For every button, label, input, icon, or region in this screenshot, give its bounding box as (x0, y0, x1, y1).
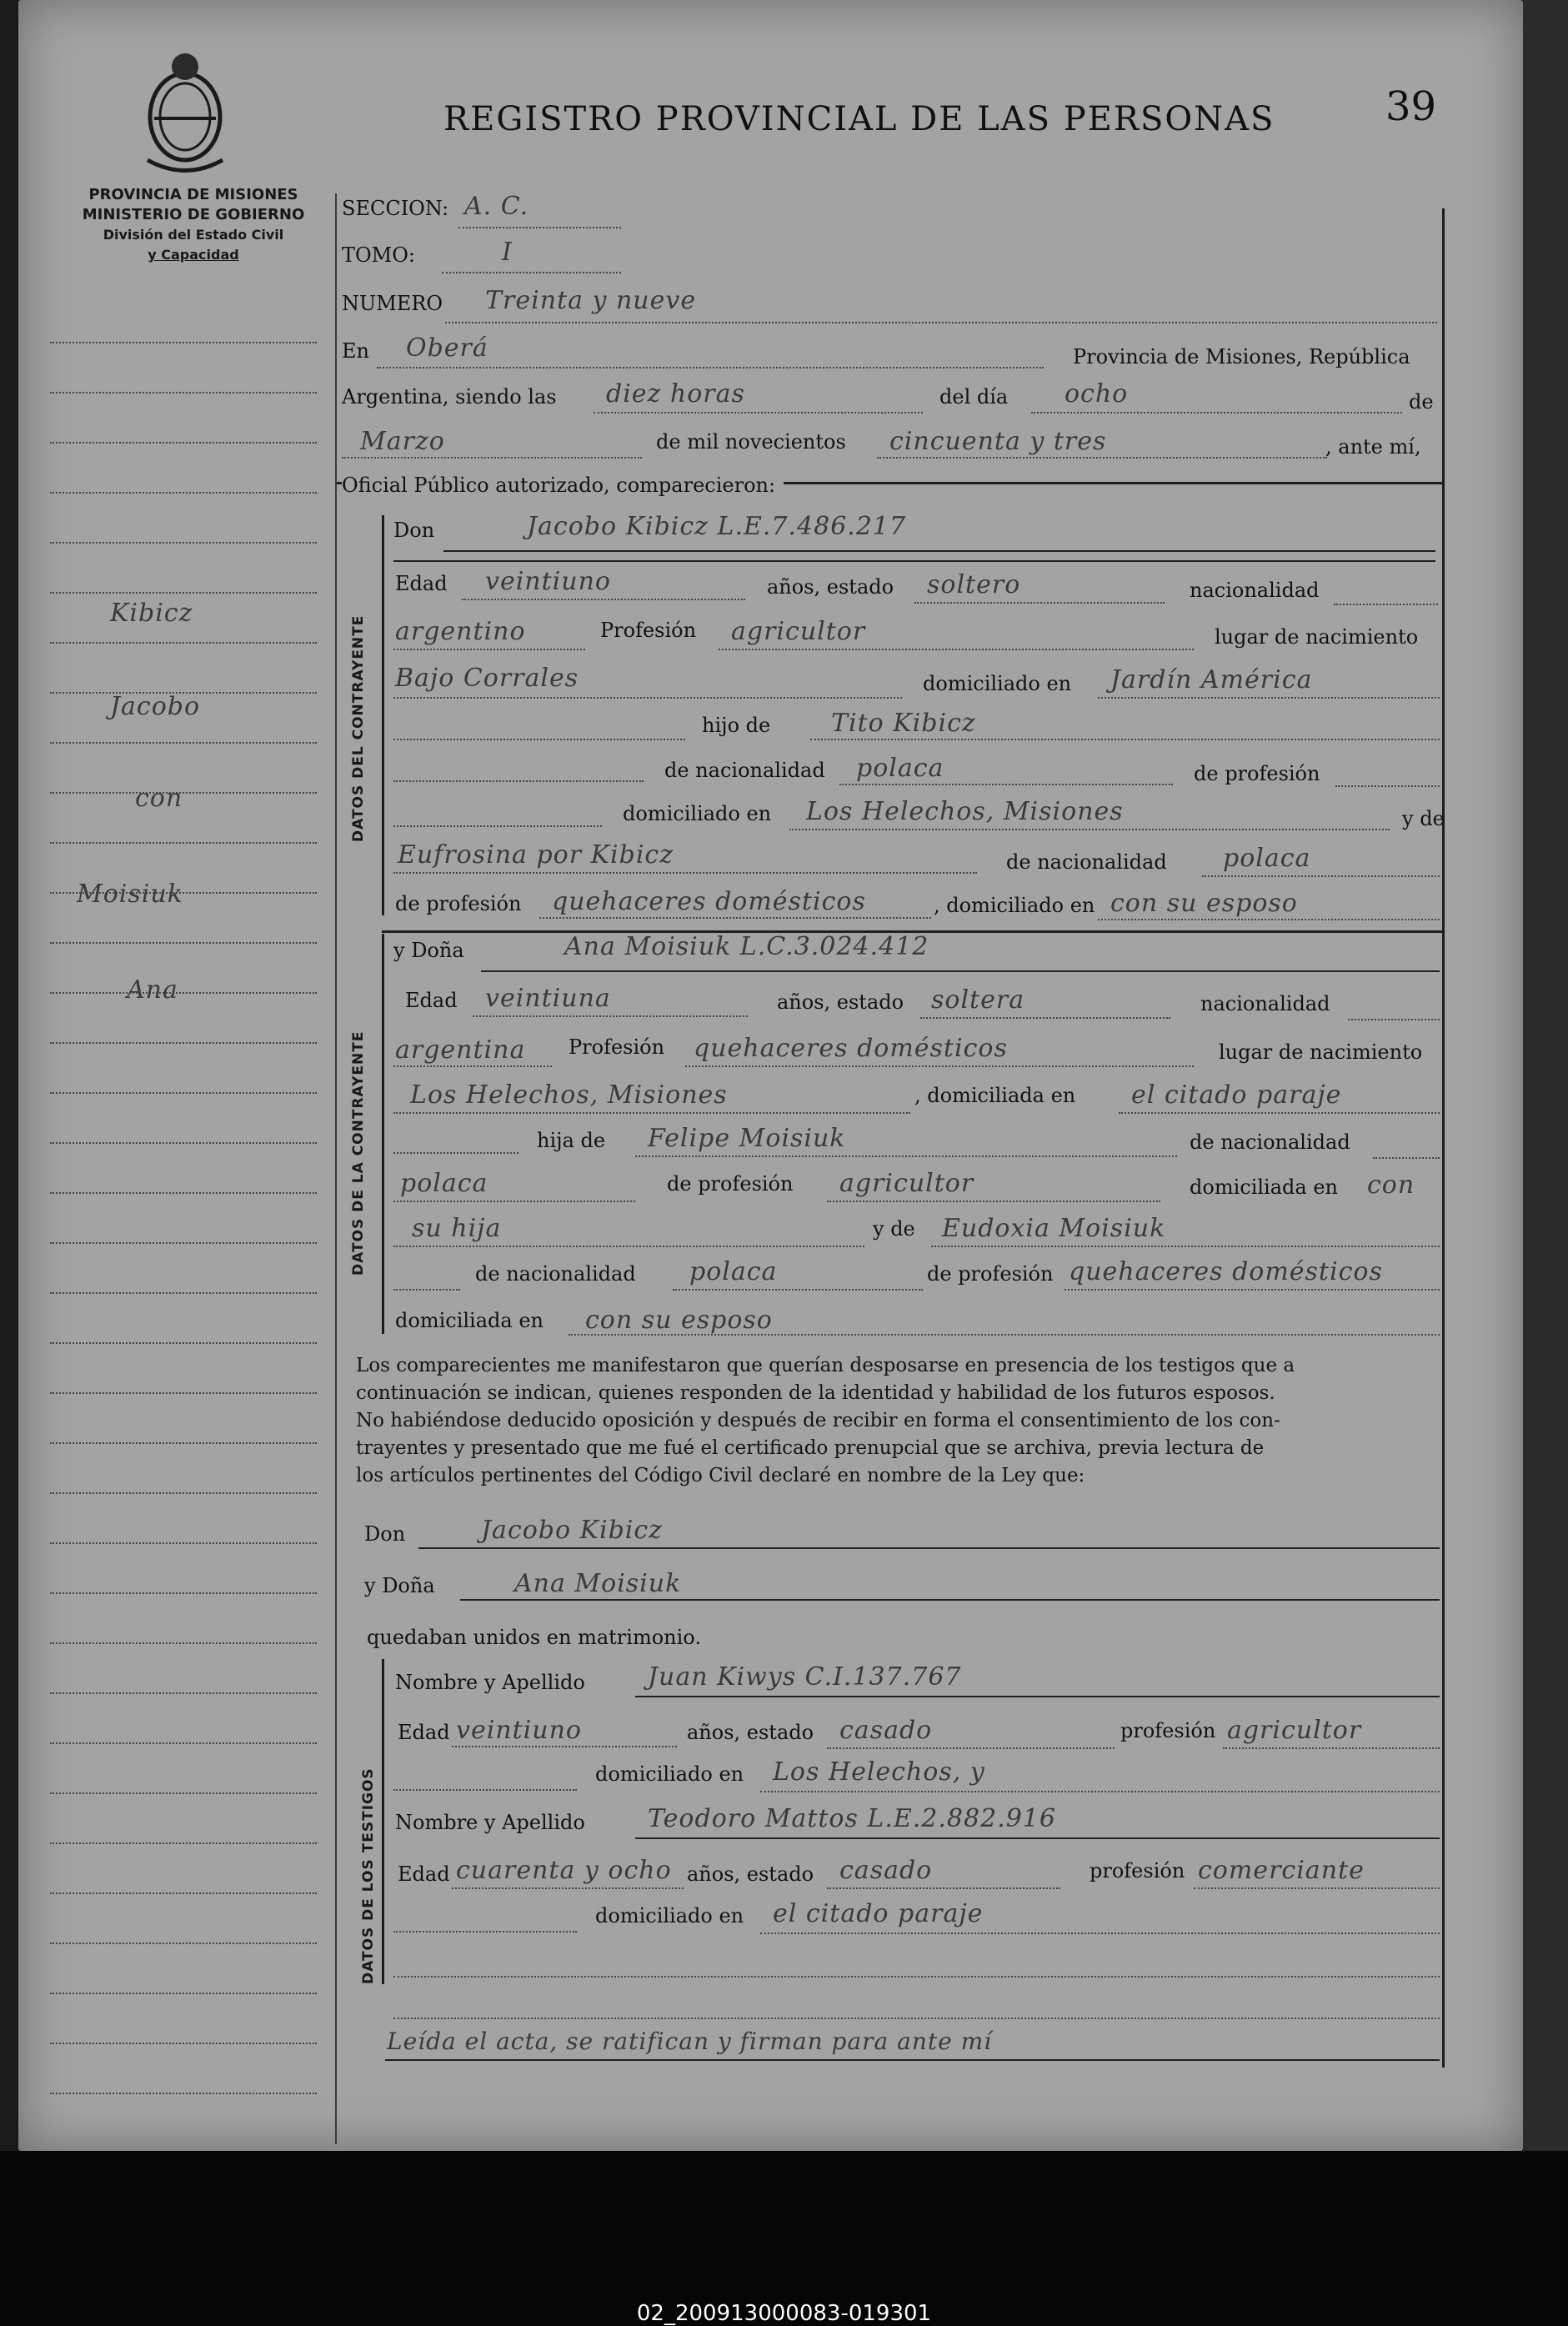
padre-dom-label: domiciliada en (1190, 1176, 1338, 1199)
field-line (342, 457, 642, 459)
field-line (442, 272, 621, 273)
padre-dom-label: domiciliado en (623, 802, 772, 825)
field-line (418, 1547, 1440, 1549)
margin-rule (50, 1442, 317, 1444)
contrayenta-section-label: DATOS DE LA CONTRAYENTE (350, 1030, 367, 1276)
declaracion-text (356, 1352, 1448, 1490)
margin-rule (50, 542, 317, 544)
margin-rule (50, 442, 317, 444)
contrayente-padre-nac: polaca (856, 754, 944, 783)
contrayenta-padre-prof: agricultor (839, 1169, 974, 1198)
contrayente-padre-dom: Los Helechos, Misiones (806, 797, 1124, 826)
contrayente-section-label: DATOS DEL CONTRAYENTE (350, 614, 367, 842)
madre-dom-label: domiciliada en (395, 1309, 544, 1332)
field-line (393, 1246, 864, 1247)
decl-don-value: Jacobo Kibicz (481, 1516, 663, 1545)
provincia-text: Provincia de Misiones, República (1073, 345, 1410, 368)
closing-note: Leída el acta, se ratifican y firman para ante mí (387, 2028, 993, 2055)
section-border (382, 515, 384, 915)
t2-profesion-label: profesión (1090, 1859, 1185, 1882)
page-number: 39 (1385, 83, 1437, 130)
nacionalidad-label: nacionalidad (1200, 992, 1330, 1015)
hija-de-label: hija de (537, 1129, 606, 1152)
footer-id: 02_200913000083-019301 (636, 2301, 932, 2326)
margin-rule (50, 1242, 317, 1244)
field-line (445, 322, 1437, 323)
t1-profesion: agricultor (1227, 1716, 1362, 1745)
register-page (18, 0, 1523, 2151)
field-line (635, 1837, 1440, 1839)
de-nac-label: de nacionalidad (1190, 1130, 1350, 1154)
field-line (393, 872, 977, 874)
t1-edad: veintiuno (456, 1716, 582, 1745)
numero-label: NUMERO (342, 292, 443, 315)
anio-value: cincuenta y tres (889, 427, 1107, 456)
contrayenta-madre-prof: quehaceres domésticos (1069, 1257, 1383, 1286)
t2-estado: casado (839, 1856, 933, 1885)
contrayente-nombre: Jacobo Kibicz L.E.7.486.217 (527, 512, 907, 541)
margin-rule (50, 992, 317, 994)
domiciliado-label: domiciliado en (923, 672, 1072, 695)
field-line (827, 1747, 1115, 1749)
quedaban-text: quedaban unidos en matrimonio. (367, 1626, 701, 1649)
t2-nombre-label: Nombre y Apellido (395, 1811, 585, 1834)
field-line (393, 1931, 577, 1932)
margin-rule (50, 792, 317, 794)
tomo-label: TOMO: (342, 243, 416, 267)
margin-divider (335, 193, 337, 2144)
margin-note: Jacobo (110, 692, 201, 721)
field-line (635, 1696, 1440, 1697)
margin-rule (50, 1742, 317, 1744)
org-line-1: PROVINCIA DE MISIONES (88, 186, 298, 203)
field-line (443, 550, 1435, 552)
org-line-2: MINISTERIO DE GOBIERNO (82, 206, 305, 223)
field-line (1335, 785, 1440, 787)
field-line (393, 1152, 518, 1154)
margin-rule (50, 2093, 317, 2094)
madre-prof-label: de profesión (927, 1262, 1054, 1286)
contrayenta-madre-nac: polaca (689, 1257, 778, 1286)
field-line (377, 367, 1044, 368)
de-nac-label: de nacionalidad (664, 759, 825, 782)
field-line (1348, 1019, 1440, 1020)
decl-don-label: Don (364, 1522, 406, 1546)
field-line (931, 1246, 1440, 1247)
anio-text: de mil novecientos (656, 430, 846, 454)
field-line (789, 829, 1390, 830)
field-line (760, 1791, 1440, 1792)
hijo-de-label: hijo de (702, 714, 771, 737)
field-line (393, 1201, 635, 1202)
field-line (920, 1017, 1170, 1019)
y-de-label: y de (1402, 807, 1445, 830)
madre-prof-label: de profesión (395, 892, 522, 915)
dia-value: ocho (1065, 379, 1129, 409)
margin-rule (50, 1192, 317, 1194)
contrayente-nacionalidad: argentino (395, 617, 526, 646)
field-line (827, 1887, 1060, 1889)
edad-label: Edad (405, 989, 458, 1012)
contrayenta-nacionalidad: argentina (395, 1035, 526, 1065)
t2-domicilio: el citado paraje (773, 1899, 984, 1928)
madre-dom-label: , domiciliado en (934, 894, 1095, 917)
contrayente-domicilio: Jardín América (1110, 665, 1313, 694)
t1-nombre: Juan Kiwys C.I.137.767 (648, 1662, 962, 1692)
t2-edad-label: Edad (398, 1862, 450, 1886)
don-label: Don (393, 519, 435, 542)
contrayenta-padre: Felipe Moisiuk (648, 1124, 846, 1153)
declaracion-line: continuación se indican, quienes responden de la identidad y habilidad de los futuros esposos. (356, 1382, 1275, 1404)
field-line (462, 599, 745, 600)
margin-rule (50, 1642, 317, 1644)
de-prof-label: de profesión (1194, 762, 1320, 785)
declaracion-line: Los comparecientes me manifestaron que querían desposarse en presencia de los testigos que a (356, 1355, 1295, 1376)
contrayente-estado: soltero (927, 570, 1021, 599)
contrayenta-estado: soltera (931, 985, 1025, 1015)
margin-rule (50, 1943, 317, 1944)
margin-note: Moisiuk (77, 880, 183, 909)
margin-rule (50, 342, 317, 343)
field-line (393, 697, 902, 699)
margin-rule (50, 1142, 317, 1144)
margin-rule (50, 2043, 317, 2044)
t2-anios-estado: años, estado (687, 1862, 814, 1886)
anios-estado: años, estado (777, 990, 904, 1014)
margin-rule (50, 1042, 317, 1044)
numero-value: Treinta y nueve (485, 286, 697, 315)
contrayenta-padre-dom-1: con (1367, 1171, 1415, 1200)
field-line (458, 227, 621, 228)
contrayenta-padre-dom-2: su hija (412, 1214, 502, 1243)
margin-rule (50, 1993, 317, 1994)
field-line (539, 917, 931, 919)
coat-of-arms-icon (131, 43, 239, 177)
field-line (481, 970, 1440, 972)
book-edge (1523, 0, 1568, 2151)
margin-note: con (135, 784, 183, 813)
margin-rule (50, 1292, 317, 1294)
margin-rule (50, 1792, 317, 1794)
margin-rule (50, 742, 317, 744)
field-line (1065, 1289, 1440, 1291)
section-border (382, 934, 384, 1334)
t1-profesion-label: profesión (1120, 1719, 1216, 1742)
field-line (393, 649, 585, 650)
field-line (569, 1334, 1440, 1336)
margin-rule (50, 1342, 317, 1344)
field-line (452, 1746, 677, 1747)
margin-rule (50, 492, 317, 494)
declaracion-line: trayentes y presentado que me fué el certificado prenupcial que se archiva, previa lectura de (356, 1437, 1265, 1459)
testigos-section-label: DATOS DE LOS TESTIGOS (360, 1767, 377, 1984)
field-line (827, 1201, 1160, 1202)
section-border (382, 1659, 384, 1984)
contrayente-madre-nac: polaca (1223, 844, 1311, 873)
contrayenta-madre: Eudoxia Moisiuk (942, 1214, 1166, 1243)
field-line (719, 649, 1194, 650)
margin-rule (50, 1492, 317, 1494)
org-line-4: y Capacidad (148, 247, 239, 263)
field-line (810, 739, 1440, 740)
margin-rule (50, 1392, 317, 1394)
contrayenta-domicilio: el citado paraje (1131, 1080, 1342, 1110)
field-line (393, 1789, 577, 1791)
t2-profesion: comerciante (1198, 1856, 1365, 1885)
edad-label: Edad (395, 572, 448, 595)
madre-nac-label: de nacionalidad (475, 1262, 636, 1286)
field-line (1031, 412, 1402, 414)
field-line (1202, 875, 1440, 877)
seccion-value: A. C. (464, 192, 529, 221)
field-line (1373, 1157, 1440, 1159)
contrayenta-lugar-nac: Los Helechos, Misiones (410, 1080, 728, 1110)
margin-rule (50, 1692, 317, 1694)
contrayente-edad: veintiuno (485, 567, 611, 596)
t1-nombre-label: Nombre y Apellido (395, 1671, 585, 1694)
t2-domiciliado-label: domiciliado en (595, 1904, 744, 1927)
t2-edad: cuarenta y ocho (456, 1856, 672, 1885)
field-line (473, 1015, 748, 1017)
field-line (1119, 1112, 1440, 1114)
field-line (635, 1155, 1177, 1157)
nacionalidad-label: nacionalidad (1190, 579, 1320, 602)
en-value: Oberá (406, 333, 488, 363)
t2-nombre: Teodoro Mattos L.E.2.882.916 (648, 1804, 1056, 1833)
argentina-text: Argentina, siendo las (342, 385, 557, 409)
field-line (1194, 1887, 1440, 1889)
margin-rule (50, 392, 317, 394)
profesion-label: Profesión (569, 1035, 665, 1059)
field-line (393, 825, 602, 827)
contrayenta-padre-nac: polaca (400, 1169, 488, 1198)
org-header (52, 185, 335, 265)
contrayenta-profesion: quehaceres domésticos (694, 1034, 1008, 1063)
contrayente-madre-dom: con su esposo (1110, 889, 1298, 918)
margin-rule (50, 642, 317, 644)
margin-rule (50, 592, 317, 594)
field-line (393, 1065, 552, 1067)
lugar-nac-label: lugar de nacimiento (1219, 1040, 1423, 1064)
domiciliada-label: , domiciliada en (914, 1084, 1076, 1107)
seccion-label: SECCION: (342, 197, 449, 220)
t1-estado: casado (839, 1716, 933, 1745)
field-line (393, 560, 1435, 562)
contrayenta-edad: veintiuna (485, 984, 611, 1013)
field-line (1334, 604, 1438, 605)
page-title: REGISTRO PROVINCIAL DE LAS PERSONAS (443, 100, 1275, 138)
contrayente-padre: Tito Kibicz (831, 709, 976, 738)
t1-anios-estado: años, estado (687, 1721, 814, 1744)
field-line (685, 1065, 1194, 1067)
de-prof-label: de profesión (667, 1172, 794, 1196)
field-line (1098, 919, 1440, 920)
field-line (877, 457, 1327, 459)
book-binding (0, 0, 18, 2151)
t1-domicilio: Los Helechos, y (773, 1757, 985, 1787)
del-dia-label: del día (939, 385, 1009, 409)
margin-rule (50, 1892, 317, 1894)
profesion-label: Profesión (600, 619, 697, 642)
mes-value: Marzo (360, 427, 445, 456)
field-line (839, 784, 1173, 785)
org-line-3: División del Estado Civil (103, 227, 284, 243)
margin-rule (50, 1592, 317, 1594)
field-line (452, 1887, 684, 1889)
declaracion-line: los artículos pertinentes del Código Civil declaré en nombre de la Ley que: (356, 1465, 1085, 1486)
contrayente-lugar-nac: Bajo Corrales (395, 664, 579, 693)
form-right-border (1442, 208, 1445, 2068)
declaracion-line: No habiéndose deducido oposición y después de recibir en forma el consentimiento de los con- (356, 1410, 1280, 1431)
t1-edad-label: Edad (398, 1721, 450, 1744)
field-line (393, 1112, 910, 1114)
field-line (594, 412, 923, 414)
margin-rule (50, 1542, 317, 1544)
lugar-nac-label: lugar de nacimiento (1215, 625, 1419, 649)
t1-domiciliado-label: domiciliado en (595, 1762, 744, 1786)
tomo-value: I (502, 238, 513, 267)
madre-nac-label: de nacionalidad (1006, 850, 1167, 874)
field-line (393, 739, 685, 740)
field-line (393, 1289, 460, 1291)
margin-rule (50, 1092, 317, 1094)
y-de-label: y de (873, 1217, 915, 1241)
decl-dona-label: y Doña (364, 1574, 435, 1597)
field-line (1098, 697, 1440, 699)
field-line (1223, 1747, 1440, 1749)
contrayenta-nombre: Ana Moisiuk L.C.3.024.412 (564, 932, 929, 961)
field-line (385, 2059, 1440, 2061)
decl-dona-value: Ana Moisiuk (514, 1569, 682, 1598)
dona-label: y Doña (393, 939, 464, 962)
margin-rule (50, 842, 317, 844)
field-line (673, 1289, 923, 1291)
contrayente-profesion: agricultor (731, 617, 866, 646)
field-line (393, 2018, 1440, 2019)
field-line (914, 602, 1165, 604)
margin-note: Ana (127, 975, 178, 1005)
margin-note: Kibicz (110, 599, 193, 628)
field-line (393, 780, 644, 782)
field-line (760, 1932, 1440, 1934)
contrayente-madre-prof: quehaceres domésticos (552, 887, 866, 916)
en-label: En (342, 339, 369, 363)
margin-rule (50, 942, 317, 944)
de-label: de (1409, 390, 1434, 414)
contrayenta-madre-dom: con su esposo (585, 1306, 773, 1335)
hora-value: diez horas (606, 379, 745, 409)
contrayente-madre: Eufrosina por Kibicz (398, 840, 674, 870)
anios-estado: años, estado (767, 575, 894, 599)
oficial-text: Oficial Público autorizado, comparecieron: (342, 474, 784, 497)
margin-rule (50, 1842, 317, 1844)
field-line (460, 1599, 1440, 1601)
field-line (393, 1976, 1440, 1978)
ante-mi: , ante mí, (1325, 435, 1421, 459)
